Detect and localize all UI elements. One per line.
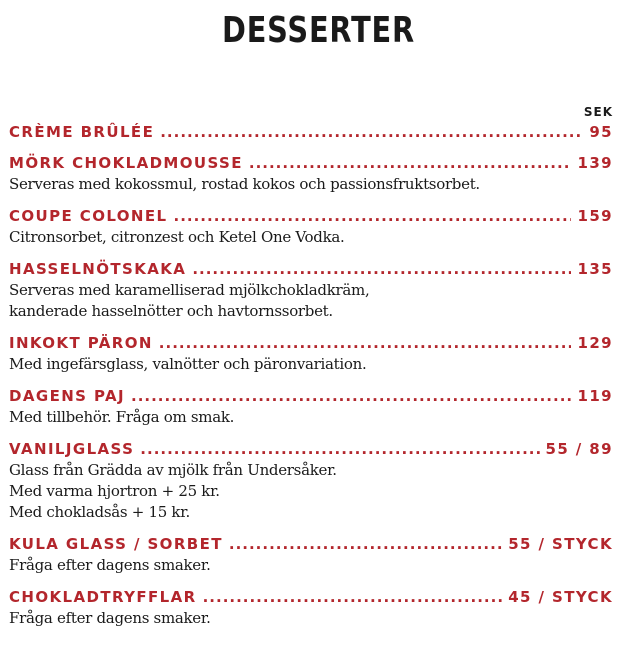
description-line: Fråga efter dagens smaker. [9,609,211,627]
menu-item-header [9,385,613,407]
description-line: Glass från Grädda av mjölk från Undersåker. [9,461,337,479]
dot-leader [203,586,503,608]
menu-item-name: CHOKLADTRYFFLAR [9,588,197,606]
description-line: Med tillbehör. Fråga om smak. [9,408,235,426]
menu-item-header [9,152,613,174]
dessert-menu [9,121,613,629]
dot-leader [229,533,502,555]
menu-item-name: CRÈME BRÛLÉE [9,123,155,141]
description-line: Med ingefärsglass, valnötter och päronvariation. [9,355,367,373]
menu-item-header [9,205,613,227]
description-line: kanderade hasselnötter och havtornssorbet. [9,302,333,320]
menu-item-name: INKOKT PÄRON [9,334,153,352]
description-line: Med chokladsås + 15 kr. [9,503,190,521]
menu-item-header [9,121,613,143]
menu-item-price: 159 [577,207,613,225]
menu-item [9,152,613,195]
currency-label: SEK [583,105,613,119]
menu-item-price: 139 [577,154,613,172]
menu-item [9,258,613,322]
menu-item-description [9,280,613,322]
menu-item-description [9,354,613,375]
menu-item-header [9,438,613,460]
menu-item-description [9,174,613,195]
menu-item-description [9,227,613,248]
menu-item-price: 55 / 89 [545,440,613,458]
menu-item-name: VANILJGLASS [9,440,135,458]
menu-item [9,586,613,629]
menu-item-price: 129 [577,334,613,352]
menu-item [9,438,613,523]
description-line: Med varma hjortron + 25 kr. [9,482,220,500]
menu-item-description [9,407,613,428]
menu-item-description [9,460,613,523]
menu-item-price: 95 [589,123,613,141]
menu-item [9,121,613,143]
dot-leader [140,438,539,460]
description-line: Serveras med kokossmul, rostad kokos och passionsfruktsorbet. [9,175,480,193]
menu-item-name: MÖRK CHOKLADMOUSSE [9,154,243,172]
page-title: DESSERTER [221,10,416,51]
dot-leader [159,332,572,354]
description-line: Citronsorbet, citronzest och Ketel One Vodka. [9,228,345,246]
menu-item-name: KULA GLASS / SORBET [9,535,223,553]
dot-leader [131,385,571,407]
dot-leader [249,152,572,174]
menu-item-price: 135 [577,260,613,278]
menu-item-name: DAGENS PAJ [9,387,126,405]
menu-item [9,385,613,428]
menu-item-header [9,332,613,354]
dot-leader [192,258,571,280]
menu-item-description [9,608,613,629]
dot-leader [160,121,583,143]
menu-item-name: COUPE COLONEL [9,207,168,225]
menu-item-description [9,555,613,576]
description-line: Fråga efter dagens smaker. [9,556,211,574]
menu-item-price: 55 / STYCK [508,535,613,553]
menu-item-price: 119 [577,387,613,405]
description-line: Serveras med karamelliserad mjölkchokladkräm, [9,281,370,299]
menu-item-name: HASSELNÖTSKAKA [9,260,187,278]
menu-item [9,332,613,375]
menu-item-price: 45 / STYCK [508,588,613,606]
menu-item-header [9,258,613,280]
dot-leader [174,205,572,227]
menu-item-header [9,586,613,608]
menu-item [9,533,613,576]
menu-item [9,205,613,248]
menu-item-header [9,533,613,555]
